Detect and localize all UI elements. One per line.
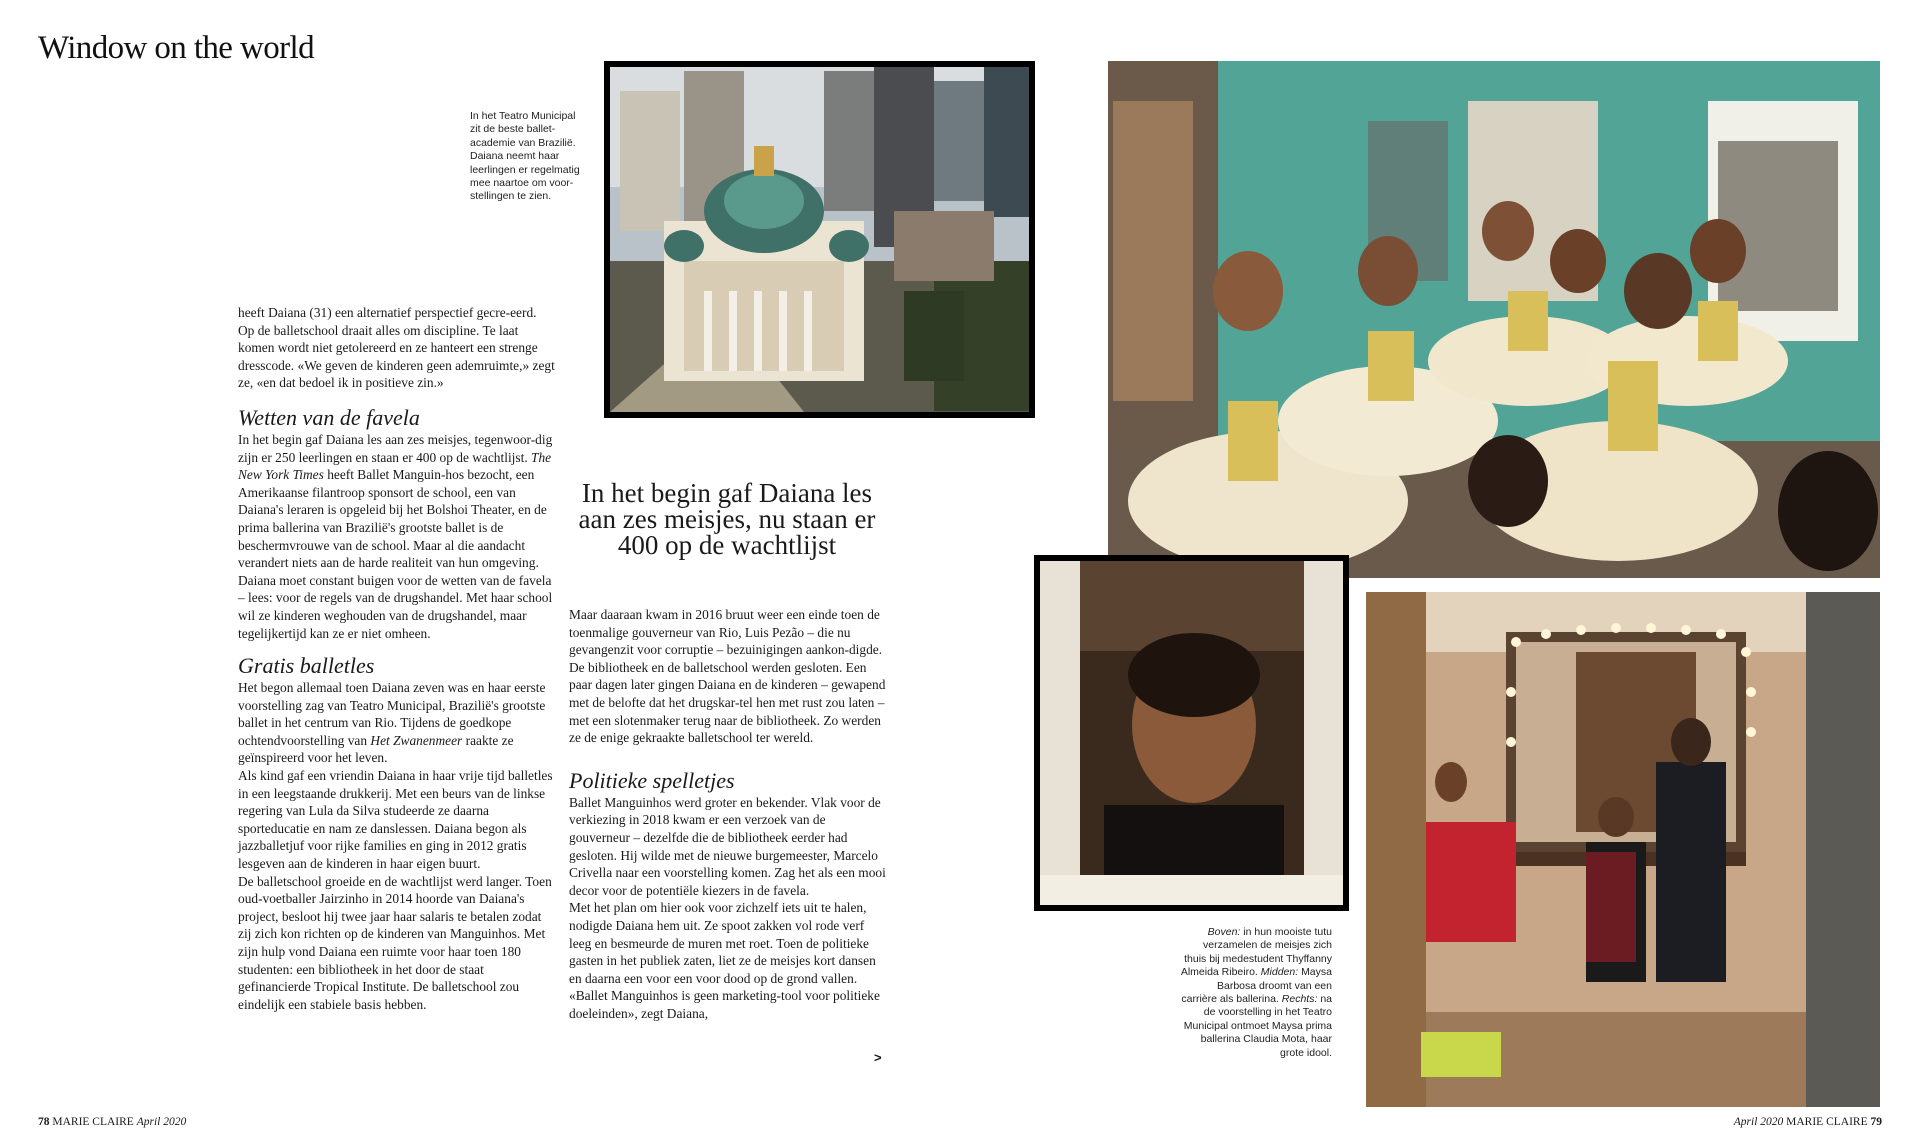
dressing-room-photo	[1366, 592, 1880, 1107]
caption-label-boven: Boven:	[1207, 926, 1241, 938]
section-title: Window on the world	[38, 30, 314, 66]
nyt-title: The New York Times	[238, 449, 552, 483]
column1-paragraph-2: Het begon allemaal toen Daiana zeven was en haar eerste voorstelling zag van Teatro Municipal, Brazilië's grootste ballet in het centrum van Rio. Tijdens de goedkope ochtendvoorstelling van Het Zwanenmeer raakte ze geïnspireerd voor het leven.	[238, 680, 546, 766]
caption-text-boven: in hun mooiste tutu verzamelen de meisjes zich thuis bij medestudent Thyffanny Almeida Ribeiro.	[1180, 926, 1332, 979]
theatre-photo	[604, 61, 1035, 418]
heading-wetten-van-de-favela: Wetten van de favela	[238, 404, 420, 430]
column-1	[238, 304, 556, 1013]
maysa-portrait-photo	[1034, 555, 1349, 911]
photos-caption	[1180, 926, 1332, 1060]
column-2	[569, 606, 887, 1022]
caption-label-rechts: Rechts:	[1281, 993, 1318, 1006]
heading-politieke-spelletjes: Politieke spelletjes	[569, 767, 735, 793]
folio-right-number: 79	[1870, 1116, 1882, 1128]
caption-text-rechts: na de voorstelling in het Teatro Municipal ontmoet Maysa prima ballerina Claudia Mota, haar grote idool.	[1183, 993, 1332, 1059]
caption-label-midden: Midden:	[1260, 966, 1299, 979]
pull-quote: In het begin gaf Daiana les aan zes meisjes, nu staan er 400 op de wachtlijst	[578, 478, 876, 560]
heading-gratis-balletles: Gratis balletles	[238, 653, 375, 679]
folio-left	[38, 1116, 186, 1128]
folio-right	[1734, 1116, 1882, 1128]
column2-paragraph-2: Ballet Manguinhos werd groter en bekender. Vlak voor de verkiezing in 2018 kwam er een verzoek van de gouverneur – dezelfde die de bibliotheek eerder had gesloten. Hij wilde met de nieuwe burgemeester, Marcelo Crivella naar een voorstelling komen. Zag het als een mooi decor voor de potentiële kiezers in de favela.	[569, 794, 886, 898]
folio-right-issue: April 2020	[1733, 1116, 1784, 1128]
folio-left-magazine: MARIE CLAIRE	[52, 1116, 134, 1128]
folio-right-magazine: MARIE CLAIRE	[1786, 1116, 1868, 1128]
folio-left-number: 78	[38, 1116, 50, 1128]
continue-arrow: >	[874, 1050, 882, 1065]
column1-paragraph-1: In het begin gaf Daiana les aan zes meisjes, tegenwoor-dig zijn er 250 leerlingen en staan er 400 op de wachtlijst. The New York Times heeft Ballet Manguin-hos bezocht, een Amerikaanse filantroop sponsort de school, een van Daiana's leraren is opgeleid bij het Bolshoi Theater, en de prima ballerina van Brazilië's grootste ballet is de beschermvrouwe van de school. Maar al die aandacht verandert niets aan de harde realiteit van hun omgeving. Daiana moet constant buigen voor de wetten van de favela – lees: voor de regels van de drugshandel. Met haar school wil ze kinderen weghouden van de drugshandel, maar tegelijkertijd kan ze er niet omheen.	[238, 431, 553, 641]
column1-intro: heeft Daiana (31) een alternatief perspectief gecre-eerd. Op de balletschool draait alles om discipline. Te laat komen wordt niet getolereerd en ze hanteert een strenge dresscode. «We geven de kinderen geen ademruimte,» zegt ze, «en dat bedoel ik in positieve zin.»	[238, 305, 555, 391]
caption-text-midden: Maysa Barbosa droomt van een carrière als ballerina.	[1181, 966, 1332, 1006]
theatre-caption: In het Teatro Municipal zit de beste ballet-academie van Brazilië. Daiana neemt haar leerlingen er regelmatig mee naartoe om voor-stellingen te zien.	[470, 110, 580, 203]
column2-paragraph-1: Maar daaraan kwam in 2016 bruut weer een einde toen de toenmalige gouverneur van Rio, Luis Pezão – die nu gevangenzit voor corruptie – bezuinigingen aankon-digde. De bibliotheek en de balletschool werden gesloten. Een paar dagen later gingen Daiana en de kinderen – gewapend met de belofte dat het drugskar-tel hen met rust zou laten – met een slotenmaker terug naar de bibliotheek. Zo werden ze de enige gekraakte balletschool ter wereld.	[569, 607, 886, 746]
column1-paragraph-3: Als kind gaf een vriendin Daiana in haar vrije tijd balletles in een leegstaande drukkerij. Met een beurs van de linkse regering van Lula da Silva studeerde ze daarna sporteducatie en nam ze danslessen. Daiana begon als jazzballetjuf voor rijke families en ging in 2012 gratis lesgeven aan de kinderen in haar eigen buurt.	[238, 768, 553, 872]
column1-paragraph-4: De balletschool groeide en de wachtlijst werd langer. Toen oud-voetballer Jairzinho in 2014 hoorde van Daiana's project, besloot hij twee jaar haar salaris te betalen zodat zij zich kon richten op de kinderen van Manguinhos. Met zijn hulp vond Daiana een ruimte voor haar toen 180 studenten: een bibliotheek in het door de staat gefinancierde Tropical Institute. De balletschool zou eindelijk een stabiele basis hebben.	[238, 873, 552, 1012]
swan-lake-title: Het Zwanenmeer	[370, 732, 463, 748]
dancers-group-photo	[1108, 61, 1880, 578]
folio-left-issue: April 2020	[136, 1116, 187, 1128]
column2-paragraph-3: Met het plan om hier ook voor zichzelf iets uit te halen, nodigde Daiana hem uit. Ze spoot zakken vol rode verf leeg en besmeurde de muren met roet. Toen de politieke gasten in het publiek zaten, liet ze de meisjes kort dansen en daarna een voor een voor dood op de grond vallen. «Ballet Manguinhos is geen marketing-tool voor politieke doeleinden», zegt Daiana,	[569, 900, 880, 1021]
